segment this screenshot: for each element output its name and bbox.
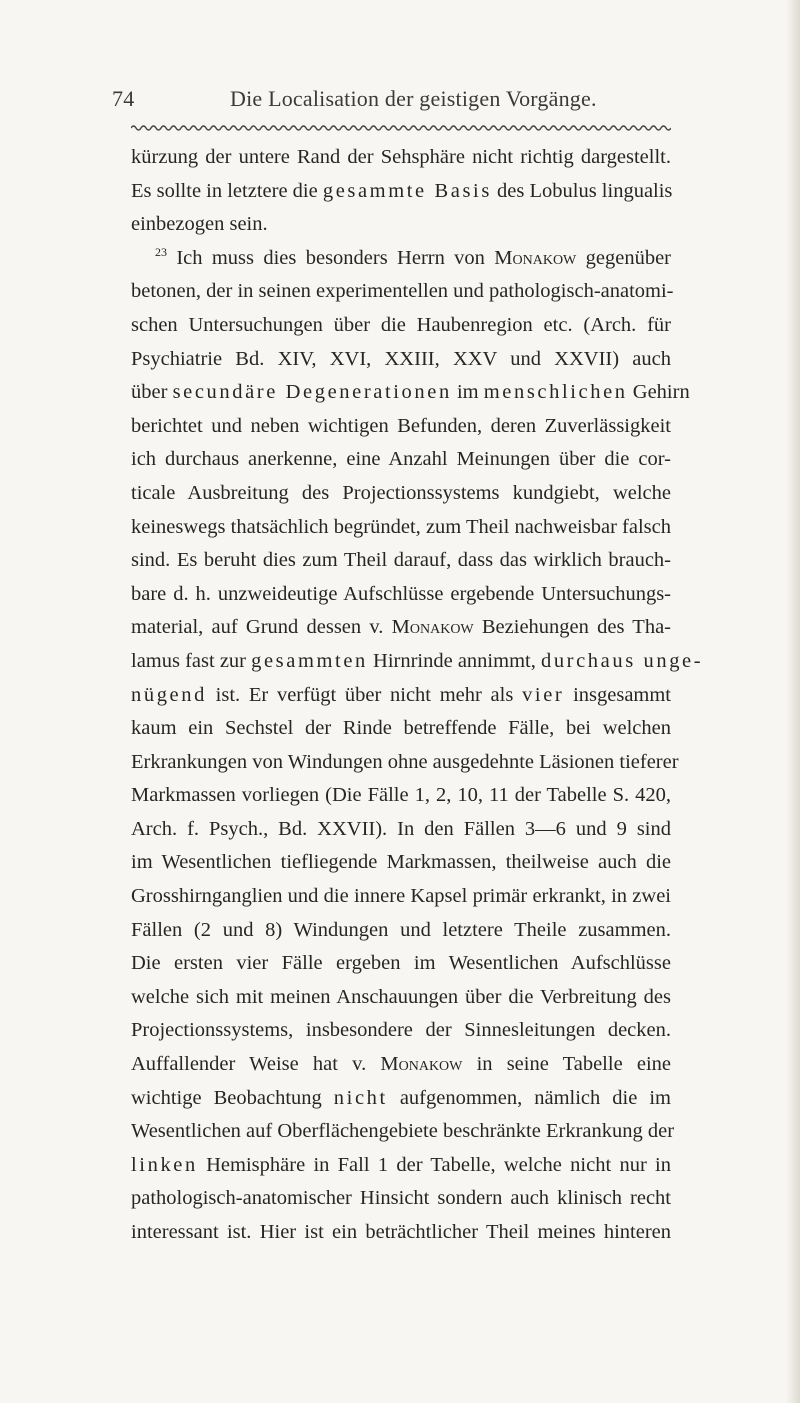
author-name: Monakow bbox=[391, 616, 474, 639]
text-line: wichtige Beobachtung nicht aufgenommen, nämlich die im bbox=[131, 1086, 671, 1109]
text-line: Es sollte in letztere die gesammte Basis des Lobulus lingualis bbox=[131, 179, 673, 202]
author-name: Monakow bbox=[494, 246, 577, 269]
text-line: betonen, der in seinen experimentellen und pathologisch-anatomi- bbox=[131, 280, 674, 303]
text-line: berichtet und neben wichtigen Befunden, deren Zuverlässigkeit bbox=[131, 414, 671, 437]
text-line: Grosshirnganglien und die innere Kapsel primär erkrankt, in zwei bbox=[131, 885, 671, 908]
spaced-emphasis: nicht bbox=[333, 1086, 388, 1109]
page-edge-shadow bbox=[786, 0, 800, 1403]
text-line: lamus fast zur gesammten Hirnrinde annimmt, durchaus unge- bbox=[131, 649, 704, 672]
text-line: Die ersten vier Fälle ergeben im Wesentlichen Aufschlüsse bbox=[131, 952, 671, 975]
text-line: pathologisch-anatomischer Hinsicht sondern auch klinisch recht bbox=[131, 1187, 671, 1210]
spaced-emphasis: vier bbox=[522, 683, 565, 706]
body-text bbox=[131, 141, 704, 1250]
running-title: Die Localisation der geistigen Vorgänge. bbox=[230, 86, 597, 111]
decorative-wavy-rule bbox=[131, 124, 671, 132]
text-line: über secundäre Degenerationen im menschlichen Gehirn bbox=[131, 381, 690, 404]
text-line: welche sich mit meinen Anschauungen über die Verbreitung des bbox=[131, 985, 671, 1008]
text-line: ich durchaus anerkenne, eine Anzahl Meinungen über die cor- bbox=[131, 448, 671, 471]
spaced-emphasis: durchaus unge- bbox=[540, 649, 704, 672]
page-header bbox=[112, 86, 672, 116]
spaced-emphasis: secundäre Degenerationen bbox=[172, 381, 452, 404]
spaced-emphasis: gesammte Basis bbox=[322, 179, 492, 202]
text-line: Wesentlichen auf Oberflächengebiete beschränkte Erkrankung der bbox=[131, 1120, 675, 1143]
text-line: material, auf Grund dessen v. Monakow Beziehungen des Tha- bbox=[131, 616, 671, 639]
text-line: einbezogen sein. bbox=[131, 213, 268, 236]
author-name: Monakow bbox=[380, 1053, 463, 1076]
text-line: interessant ist. Hier ist ein beträchtlicher Theil meines hinteren bbox=[131, 1221, 671, 1243]
text-line: Erkrankungen von Windungen ohne ausgedehnte Läsionen tieferer bbox=[131, 750, 679, 773]
text-line: nügend ist. Er verfügt über nicht mehr als vier insgesammt bbox=[131, 683, 671, 706]
text-line: Fällen (2 und 8) Windungen und letztere Theile zusammen. bbox=[131, 918, 671, 941]
spaced-emphasis: menschlichen bbox=[483, 381, 628, 404]
text-line: kürzung der untere Rand der Sehsphäre nicht richtig dargestellt. bbox=[131, 146, 671, 168]
text-line: kaum ein Sechstel der Rinde betreffende Fälle, bei welchen bbox=[131, 717, 671, 740]
text-line: im Wesentlichen tiefliegende Markmassen, theilweise auch die bbox=[131, 851, 671, 874]
text-line: Psychiatrie Bd. XIV, XVI, XXIII, XXV und XXVII) auch bbox=[131, 347, 671, 370]
text-line: Auffallender Weise hat v. Monakow in seine Tabelle eine bbox=[131, 1053, 671, 1076]
footnote-start-line: $^{23}$ Ich muss dies besonders Herrn von Monakow gegenüber bbox=[155, 244, 671, 269]
text-line: linken Hemisphäre in Fall 1 der Tabelle, welche nicht nur in bbox=[131, 1153, 671, 1176]
page-number: 74 bbox=[112, 86, 135, 111]
text-line: sind. Es beruht dies zum Theil darauf, dass das wirklich brauch- bbox=[131, 549, 671, 572]
text-line: Arch. f. Psych., Bd. XXVII). In den Fällen 3—6 und 9 sind bbox=[131, 817, 671, 840]
spaced-emphasis: linken bbox=[131, 1153, 198, 1176]
text-line: ticale Ausbreitung des Projectionssystems kundgiebt, welche bbox=[131, 481, 671, 504]
text-line: Markmassen vorliegen (Die Fälle 1, 2, 10, 11 der Tabelle S. 420, bbox=[131, 784, 671, 807]
spaced-emphasis: nügend bbox=[131, 683, 207, 706]
text-line: bare d. h. unzweideutige Aufschlüsse ergebende Untersuchungs- bbox=[131, 582, 671, 605]
spaced-emphasis: gesammten bbox=[251, 649, 368, 672]
text-line: Projectionssystems, insbesondere der Sinnesleitungen decken. bbox=[131, 1019, 671, 1042]
text-line: keineswegs thatsächlich begründet, zum Theil nachweisbar falsch bbox=[131, 515, 671, 538]
text-line: schen Untersuchungen über die Haubenregion etc. (Arch. für bbox=[131, 313, 671, 336]
footnote-number: 23 bbox=[155, 244, 167, 259]
